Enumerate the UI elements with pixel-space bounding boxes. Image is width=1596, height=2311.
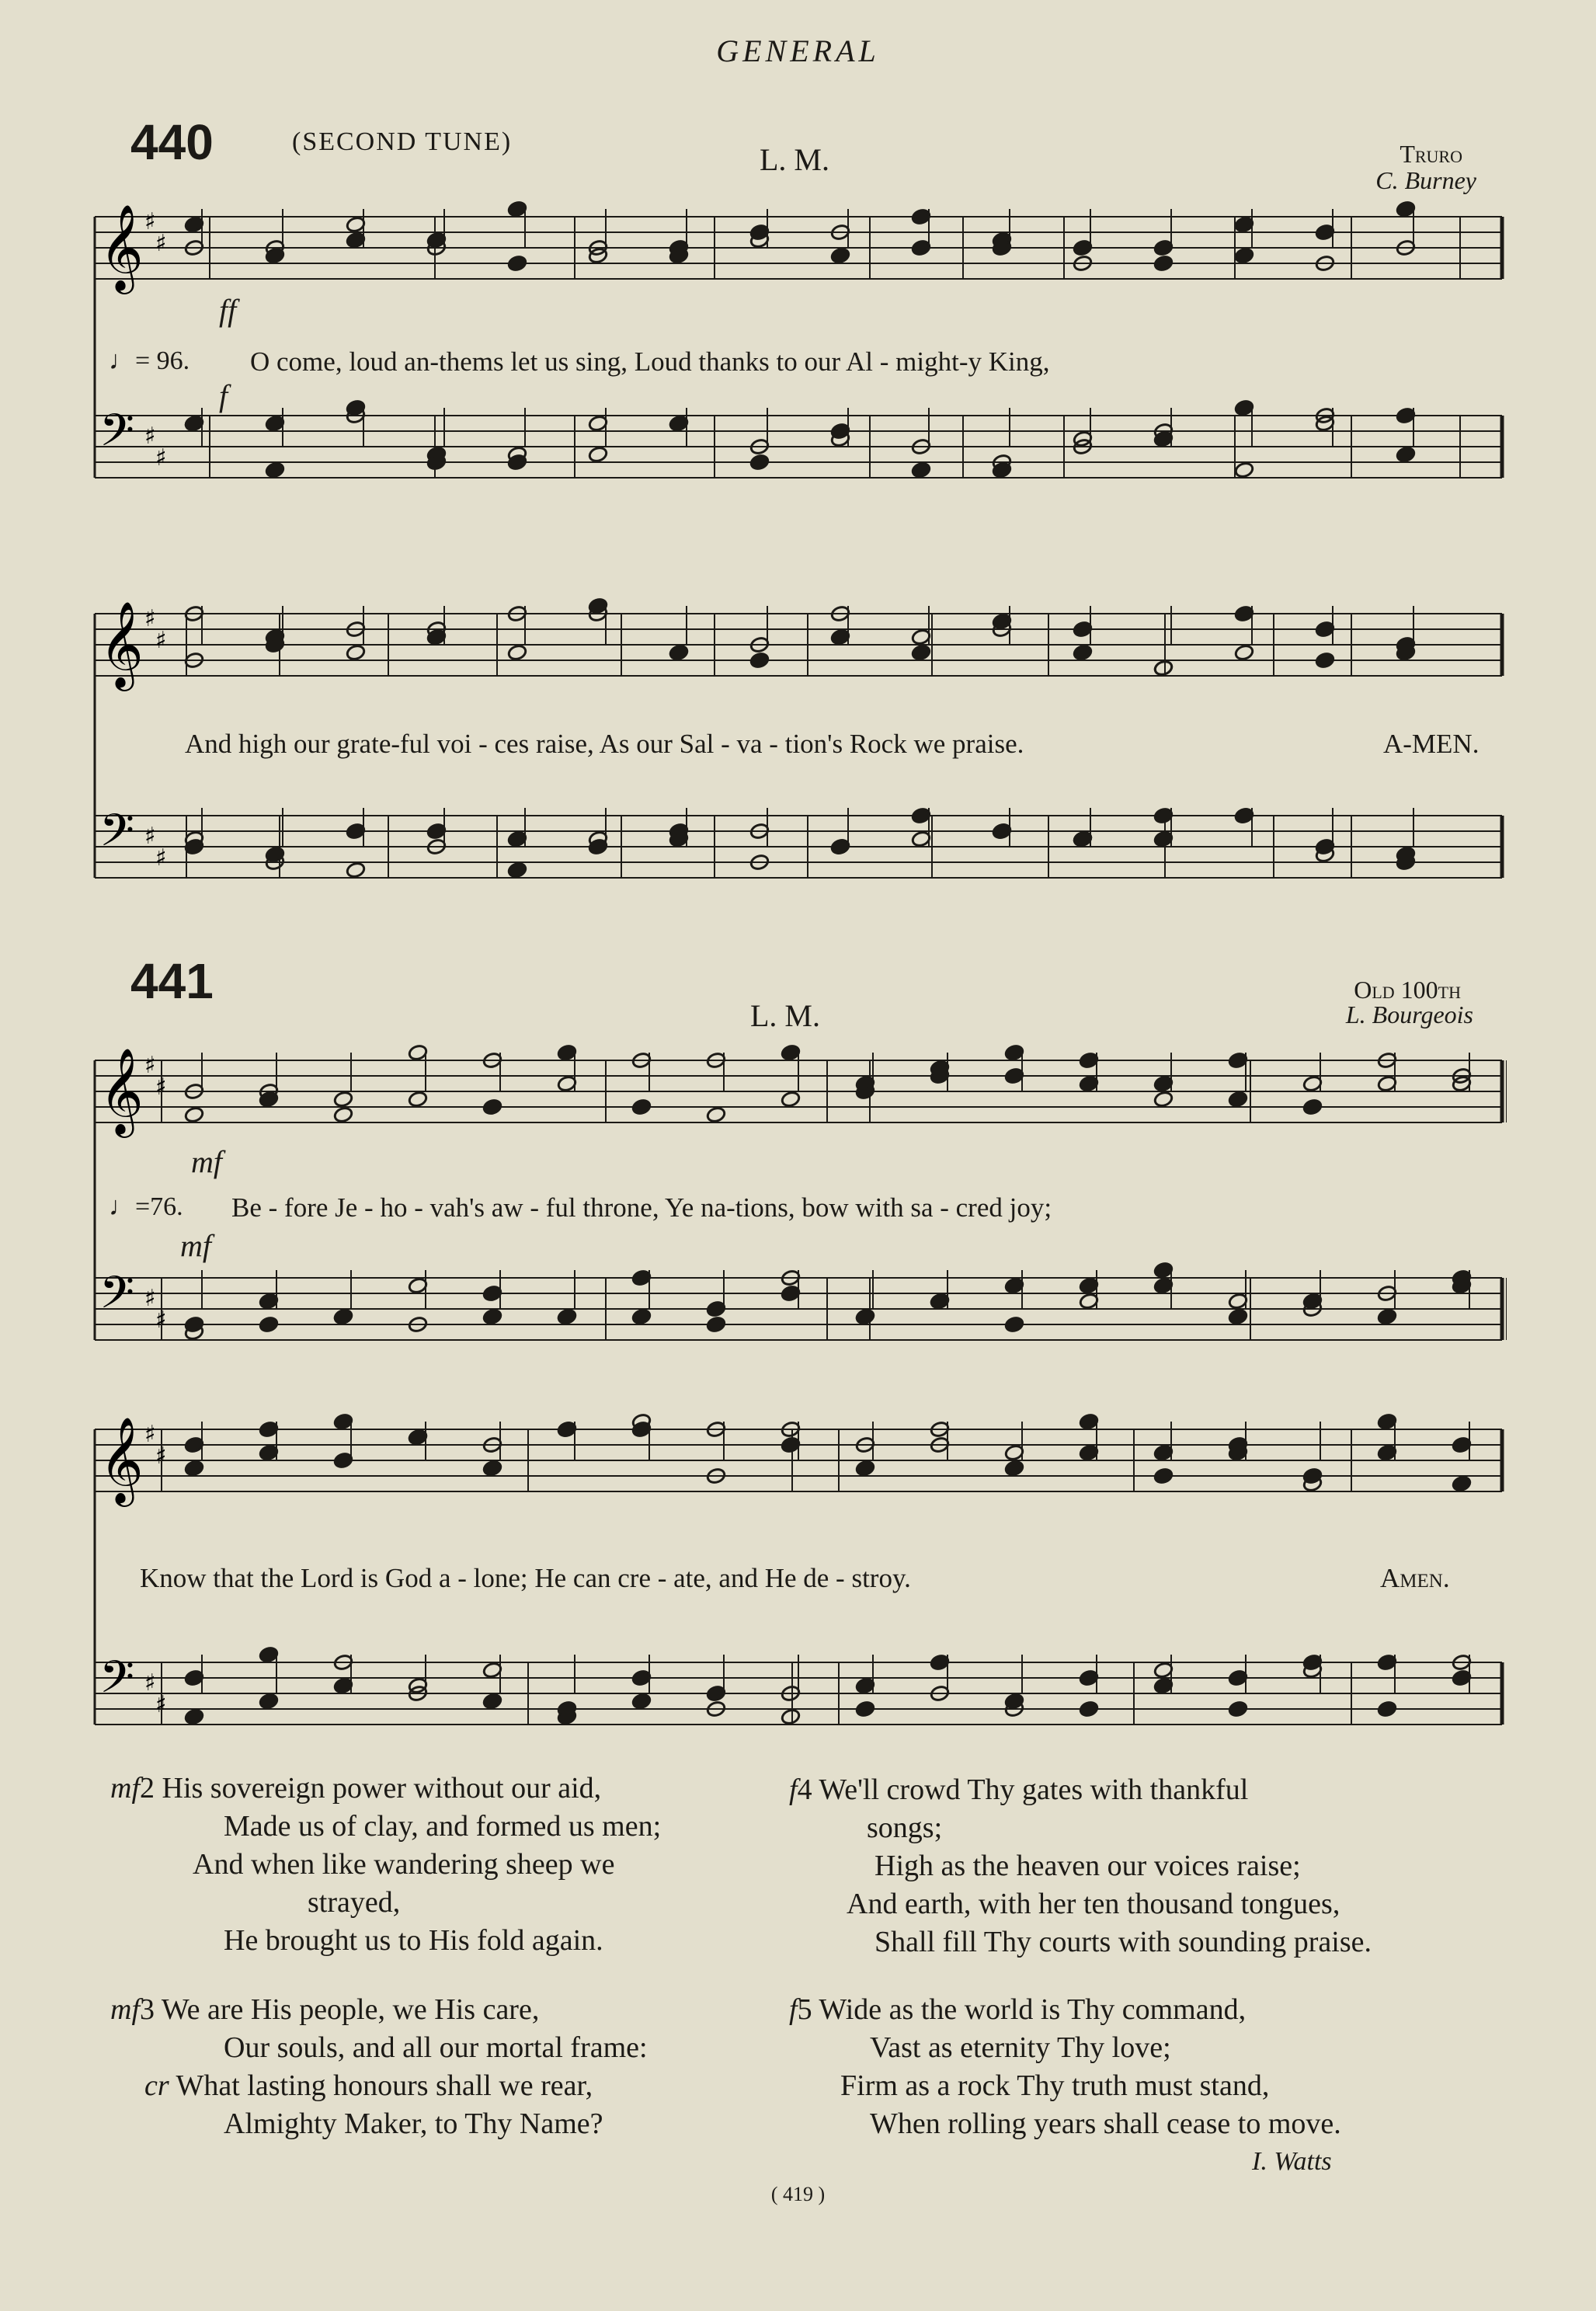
noteheads (184, 200, 1416, 479)
sharp-icon: ♯ (155, 627, 167, 654)
verse-3-line-2: Our souls, and all our mortal frame: (224, 2031, 648, 2064)
treble-clef-icon: 𝄞 (99, 204, 144, 291)
verse-2-line-4: strayed, (308, 1886, 401, 1919)
hymn-441-dynamic-treble: mf (191, 1144, 222, 1179)
quarter-note-icon: ♩ (109, 1192, 135, 1221)
treble-clef-icon: 𝄞 (99, 600, 144, 687)
hymn-441-tune-name: Old 100th (1354, 976, 1461, 1004)
sharp-icon: ♯ (144, 208, 156, 235)
verse-2-number: 2 (140, 1772, 155, 1805)
hymn-441-lyrics-1: Be - fore Je - ho - vah's aw - ful throne, Ye na-tions, bow with sa - cred joy; (231, 1192, 1052, 1223)
verse-3 (110, 1991, 809, 2143)
hymn-440-tempo: ♩= 96. (109, 346, 190, 375)
verse-5-line-3: Firm as a rock Thy truth must stand, (840, 2069, 1270, 2102)
treble-clef-icon: 𝄞 (99, 1416, 144, 1503)
hymn-441-tempo: ♩=76. (109, 1192, 183, 1221)
verse-4-line-4: And earth, with her ten thousand tongues, (847, 1888, 1340, 1920)
hymn-440-composer: C. Burney (1375, 166, 1476, 194)
verse-4-line-3: High as the heaven our voices raise; (874, 1850, 1301, 1882)
verse-5 (789, 1991, 1504, 2143)
treble-clef-icon: 𝄞 (99, 1047, 144, 1134)
sharp-icon: ♯ (155, 444, 167, 472)
hymn-440-dynamic-treble: ff (219, 293, 237, 328)
verse-3-crescendo-mark: cr (144, 2069, 169, 2102)
hymn-441-number: 441 (130, 953, 214, 1009)
hymn-440-tune-name: Truro (1400, 140, 1462, 168)
author: I. Watts (1252, 2147, 1332, 2176)
hymn-440-meter: L. M. (760, 142, 829, 177)
sharp-icon: ♯ (155, 844, 167, 872)
verse-4-line-5: Shall fill Thy courts with sounding praise. (874, 1926, 1372, 1958)
hymn-441-lyrics-2: Know that the Lord is God a - lone; He can cre - ate, and He de - stroy. (140, 1563, 911, 1593)
sharp-icon: ♯ (155, 1307, 167, 1334)
sharp-icon: ♯ (144, 823, 156, 850)
verse-2-line-1: His sovereign power without our aid, (162, 1772, 602, 1805)
hymn-440-number: 440 (130, 114, 214, 170)
bass-clef-icon: 𝄢 (99, 1266, 135, 1330)
verse-2-dynamic: mf (110, 1772, 140, 1805)
verse-3-line-1: We are His people, we His care, (161, 1993, 540, 2026)
sharp-icon: ♯ (155, 1691, 167, 1718)
hymn-441-dynamic-bass: mf (180, 1228, 211, 1263)
verse-2-line-3: And when like wandering sheep we (193, 1848, 615, 1881)
hymn-441-composer: L. Bourgeois (1345, 1001, 1473, 1028)
hymn-440-lyrics-1: O come, loud an-thems let us sing, Loud thanks to our Al - might-y King, (250, 346, 1050, 377)
verse-4-line-2: songs; (867, 1812, 943, 1844)
verse-5-dynamic: f (789, 1993, 798, 2026)
page-header: GENERAL (716, 33, 880, 68)
verse-5-line-2: Vast as eternity Thy love; (870, 2031, 1171, 2064)
hymn-440-lyrics-2: And high our grate-ful voi - ces raise, As our Sal - va - tion's Rock we praise. (185, 729, 1024, 759)
page-number: ( 419 ) (770, 2183, 826, 2205)
verse-3-dynamic: mf (110, 1993, 140, 2026)
bass-clef-icon: 𝄢 (99, 404, 135, 468)
verse-5-line-4: When rolling years shall cease to move. (870, 2107, 1341, 2140)
verse-4 (789, 1771, 1504, 1961)
verse-4-number: 4 (797, 1773, 812, 1806)
sharp-icon: ♯ (155, 230, 167, 257)
verse-5-number: 5 (797, 1993, 812, 2026)
sharp-icon: ♯ (144, 423, 156, 450)
sharp-icon: ♯ (144, 605, 156, 632)
sharp-icon: ♯ (155, 1074, 167, 1101)
hymn-441-meter: L. M. (750, 998, 820, 1033)
hymn-440-dynamic-bass: f (219, 378, 228, 413)
sharp-icon: ♯ (144, 1669, 156, 1697)
quarter-note-icon: ♩ (109, 346, 135, 375)
verse-2-line-5: He brought us to His fold again. (224, 1924, 603, 1957)
verse-4-line-1: We'll crowd Thy gates with thankful (819, 1773, 1249, 1806)
verse-5-line-1: Wide as the world is Thy command, (819, 1993, 1247, 2026)
hymn-440-second-tune: (SECOND TUNE) (292, 127, 513, 156)
bass-clef-icon: 𝄢 (99, 1651, 135, 1714)
verse-3-line-4: Almighty Maker, to Thy Name? (224, 2107, 603, 2140)
sharp-icon: ♯ (144, 1421, 156, 1448)
hymn-440-amen: A-MEN. (1383, 729, 1480, 759)
verse-3-number: 3 (140, 1993, 155, 2026)
hymn-441-amen: Amen. (1380, 1563, 1450, 1593)
staff-lines (95, 204, 1502, 478)
verse-2-line-2: Made us of clay, and formed us men; (224, 1810, 662, 1843)
verse-2 (110, 1770, 809, 1960)
verse-4-dynamic: f (789, 1773, 798, 1806)
sharp-icon: ♯ (144, 1285, 156, 1312)
verse-3-line-3: What lasting honours shall we rear, (176, 2069, 593, 2102)
sharp-icon: ♯ (144, 1052, 156, 1079)
bass-clef-icon: 𝄢 (99, 804, 135, 868)
sharp-icon: ♯ (155, 1443, 167, 1470)
